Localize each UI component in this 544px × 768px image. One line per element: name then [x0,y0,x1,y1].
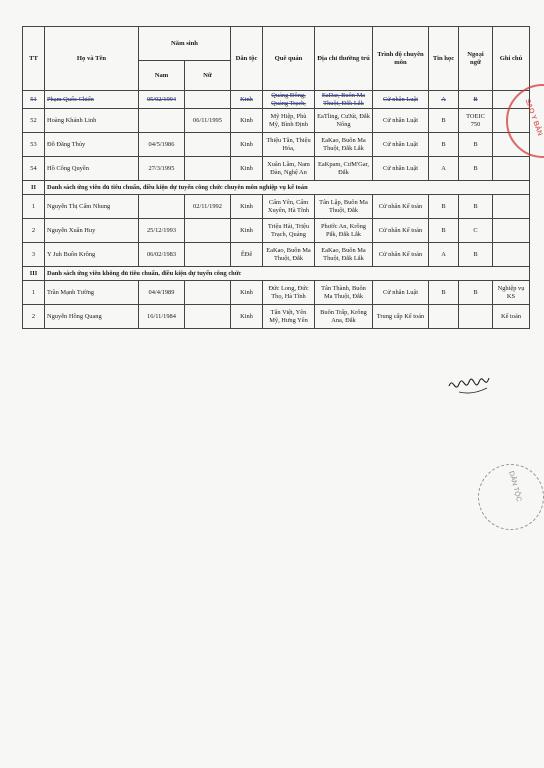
cell-lang: C [459,219,493,243]
cell-tt: 53 [23,133,45,157]
cell-address: EaKpam, CưM'Gar, Đắk [315,157,373,181]
table-row [23,281,530,305]
section-number: II [23,181,45,195]
cell-hometown: EaKao, Buôn Ma Thuột, Đắk [263,243,315,267]
cell-tt: 51 [23,91,45,109]
cell-tt: 52 [23,109,45,133]
col-degree: Trình độ chuyên môn [373,27,429,91]
cell-address: Tân Thành, Buôn Ma Thuột, Đắk [315,281,373,305]
cell-name: Hoàng Khánh Linh [45,109,139,133]
cell-name: Trần Mạnh Tường [45,281,139,305]
cell-female [185,91,231,109]
col-female: Nữ [185,61,231,91]
cell-degree: Cử nhân Luật [373,133,429,157]
cell-tt: 2 [23,219,45,243]
cell-lang: B [459,281,493,305]
cell-lang: TOEIC 750 [459,109,493,133]
cell-it: B [429,281,459,305]
col-note: Ghi chú [493,27,530,91]
cell-note [493,157,530,181]
cell-name: Nguyễn Xuân Huy [45,219,139,243]
cell-male: 16/11/1984 [139,305,185,329]
cell-tt: 2 [23,305,45,329]
cell-degree: Cử nhân Luật [373,109,429,133]
cell-ethnic: Kinh [231,109,263,133]
col-address: Địa chỉ thường trú [315,27,373,91]
col-hometown: Quê quán [263,27,315,91]
cell-name: Nguyễn Hồng Quang [45,305,139,329]
table-row [23,243,530,267]
cell-lang: B [459,243,493,267]
table-row [23,91,530,109]
col-male: Nam [139,61,185,91]
candidate-table [22,26,530,329]
header-row-1 [23,27,530,61]
table-row [23,305,530,329]
cell-it [429,305,459,329]
cell-degree: Trung cấp Kế toán [373,305,429,329]
table-row [23,195,530,219]
section-title: Danh sách ứng viên đủ tiêu chuẩn, điều kiện dự tuyển công chức chuyên môn nghiệp vụ kế toán [45,181,530,195]
cell-lang: B [459,157,493,181]
cell-note: Kế toán [493,305,530,329]
cell-degree: Cử nhân Luật [373,281,429,305]
cell-tt: 54 [23,157,45,181]
section-row [23,267,530,281]
cell-note [493,243,530,267]
section-number: III [23,267,45,281]
cell-note: Nghiệp vụ KS [493,281,530,305]
col-tt: TT [23,27,45,91]
cell-male: 04/5/1986 [139,133,185,157]
cell-note [493,219,530,243]
col-lang: Ngoại ngữ [459,27,493,91]
cell-address: Buôn Trấp, Krông Ana, Đắk [315,305,373,329]
cell-ethnic: Kinh [231,157,263,181]
cell-ethnic: Kinh [231,281,263,305]
cell-degree: Cử nhân Kế toán [373,195,429,219]
cell-hometown: Mỹ Hiệp, Phù Mỹ, Bình Định [263,109,315,133]
cell-it: B [429,109,459,133]
faded-seal-stamp [478,464,544,530]
cell-hometown: Triệu Hải, Triệu Trạch, Quảng [263,219,315,243]
cell-hometown: Quảng Đông, Quảng Trạch, [263,91,315,109]
cell-it: B [429,219,459,243]
cell-female: 02/11/1992 [185,195,231,219]
cell-tt: 1 [23,195,45,219]
cell-tt: 3 [23,243,45,267]
cell-hometown: Cẩm Yên, Cẩm Xuyên, Hà Tĩnh [263,195,315,219]
cell-ethnic: Kinh [231,133,263,157]
cell-name: Nguyễn Thị Cẩm Nhung [45,195,139,219]
cell-address: EaKao, Buôn Ma Thuột, Đắk Lắk [315,243,373,267]
table-row [23,157,530,181]
cell-ethnic: ÊĐê [231,243,263,267]
cell-male: 04/4/1989 [139,281,185,305]
cell-lang: B [459,91,493,109]
cell-address: EaTling, CưJút, Đắk Nông [315,109,373,133]
cell-ethnic: Kinh [231,219,263,243]
cell-name: Đỗ Đăng Thủy [45,133,139,157]
seal-text: DÂN TỘC [507,470,523,503]
col-name: Họ và Tên [45,27,139,91]
cell-degree: Cử nhân Kế toán [373,243,429,267]
cell-female [185,219,231,243]
cell-it: A [429,243,459,267]
cell-address: Phước An, Krông Pắk, Đắk Lắk [315,219,373,243]
cell-female [185,157,231,181]
cell-name: Hồ Công Quyền [45,157,139,181]
col-it: Tin học [429,27,459,91]
cell-female: 06/11/1995 [185,109,231,133]
cell-ethnic: Kinh [231,305,263,329]
cell-male [139,109,185,133]
seal-text: SAO Y BẢN [523,98,544,137]
cell-it: B [429,133,459,157]
cell-ethnic: Kinh [231,195,263,219]
cell-name: Phạm Quốc Chiến [45,91,139,109]
cell-it: B [429,195,459,219]
cell-hometown: Tân Việt, Yên Mỹ, Hưng Yên [263,305,315,329]
cell-male [139,195,185,219]
cell-address: Tân Lập, Buôn Ma Thuột, Đắk [315,195,373,219]
cell-male: 27/3/1995 [139,157,185,181]
cell-female [185,133,231,157]
table-row [23,133,530,157]
cell-hometown: Xuân Lâm, Nam Đàn, Nghệ An [263,157,315,181]
cell-female [185,305,231,329]
cell-male: 05/02/1994 [139,91,185,109]
cell-hometown: Đức Long, Đức Thọ, Hà Tĩnh [263,281,315,305]
cell-note [493,195,530,219]
cell-degree: Cử nhân Kế toán [373,219,429,243]
cell-ethnic: Kinh [231,91,263,109]
cell-degree: Cử nhân Luật [373,157,429,181]
table-row [23,219,530,243]
cell-female [185,281,231,305]
cell-address: EaDar, Buôn Ma Thuột, Đắk Lắk [315,91,373,109]
table-row [23,109,530,133]
cell-name: Y Juh Buôn Krông [45,243,139,267]
cell-lang: B [459,195,493,219]
cell-it: A [429,91,459,109]
cell-hometown: Thiệu Tân, Thiệu Hóa, [263,133,315,157]
cell-degree: Cử nhân Luật [373,91,429,109]
cell-lang [459,305,493,329]
section-title: Danh sách ứng viên không đủ tiêu chuẩn, điều kiện dự tuyển công chức [45,267,530,281]
signature-mark [447,374,491,396]
cell-it: A [429,157,459,181]
col-ethnic: Dân tộc [231,27,263,91]
cell-female [185,243,231,267]
section-row [23,181,530,195]
cell-male: 06/02/1983 [139,243,185,267]
col-birth: Năm sinh [139,27,231,61]
cell-tt: 1 [23,281,45,305]
cell-male: 25/12/1993 [139,219,185,243]
cell-address: EaKao, Buôn Ma Thuột, Đắk Lắk [315,133,373,157]
cell-lang: B [459,133,493,157]
